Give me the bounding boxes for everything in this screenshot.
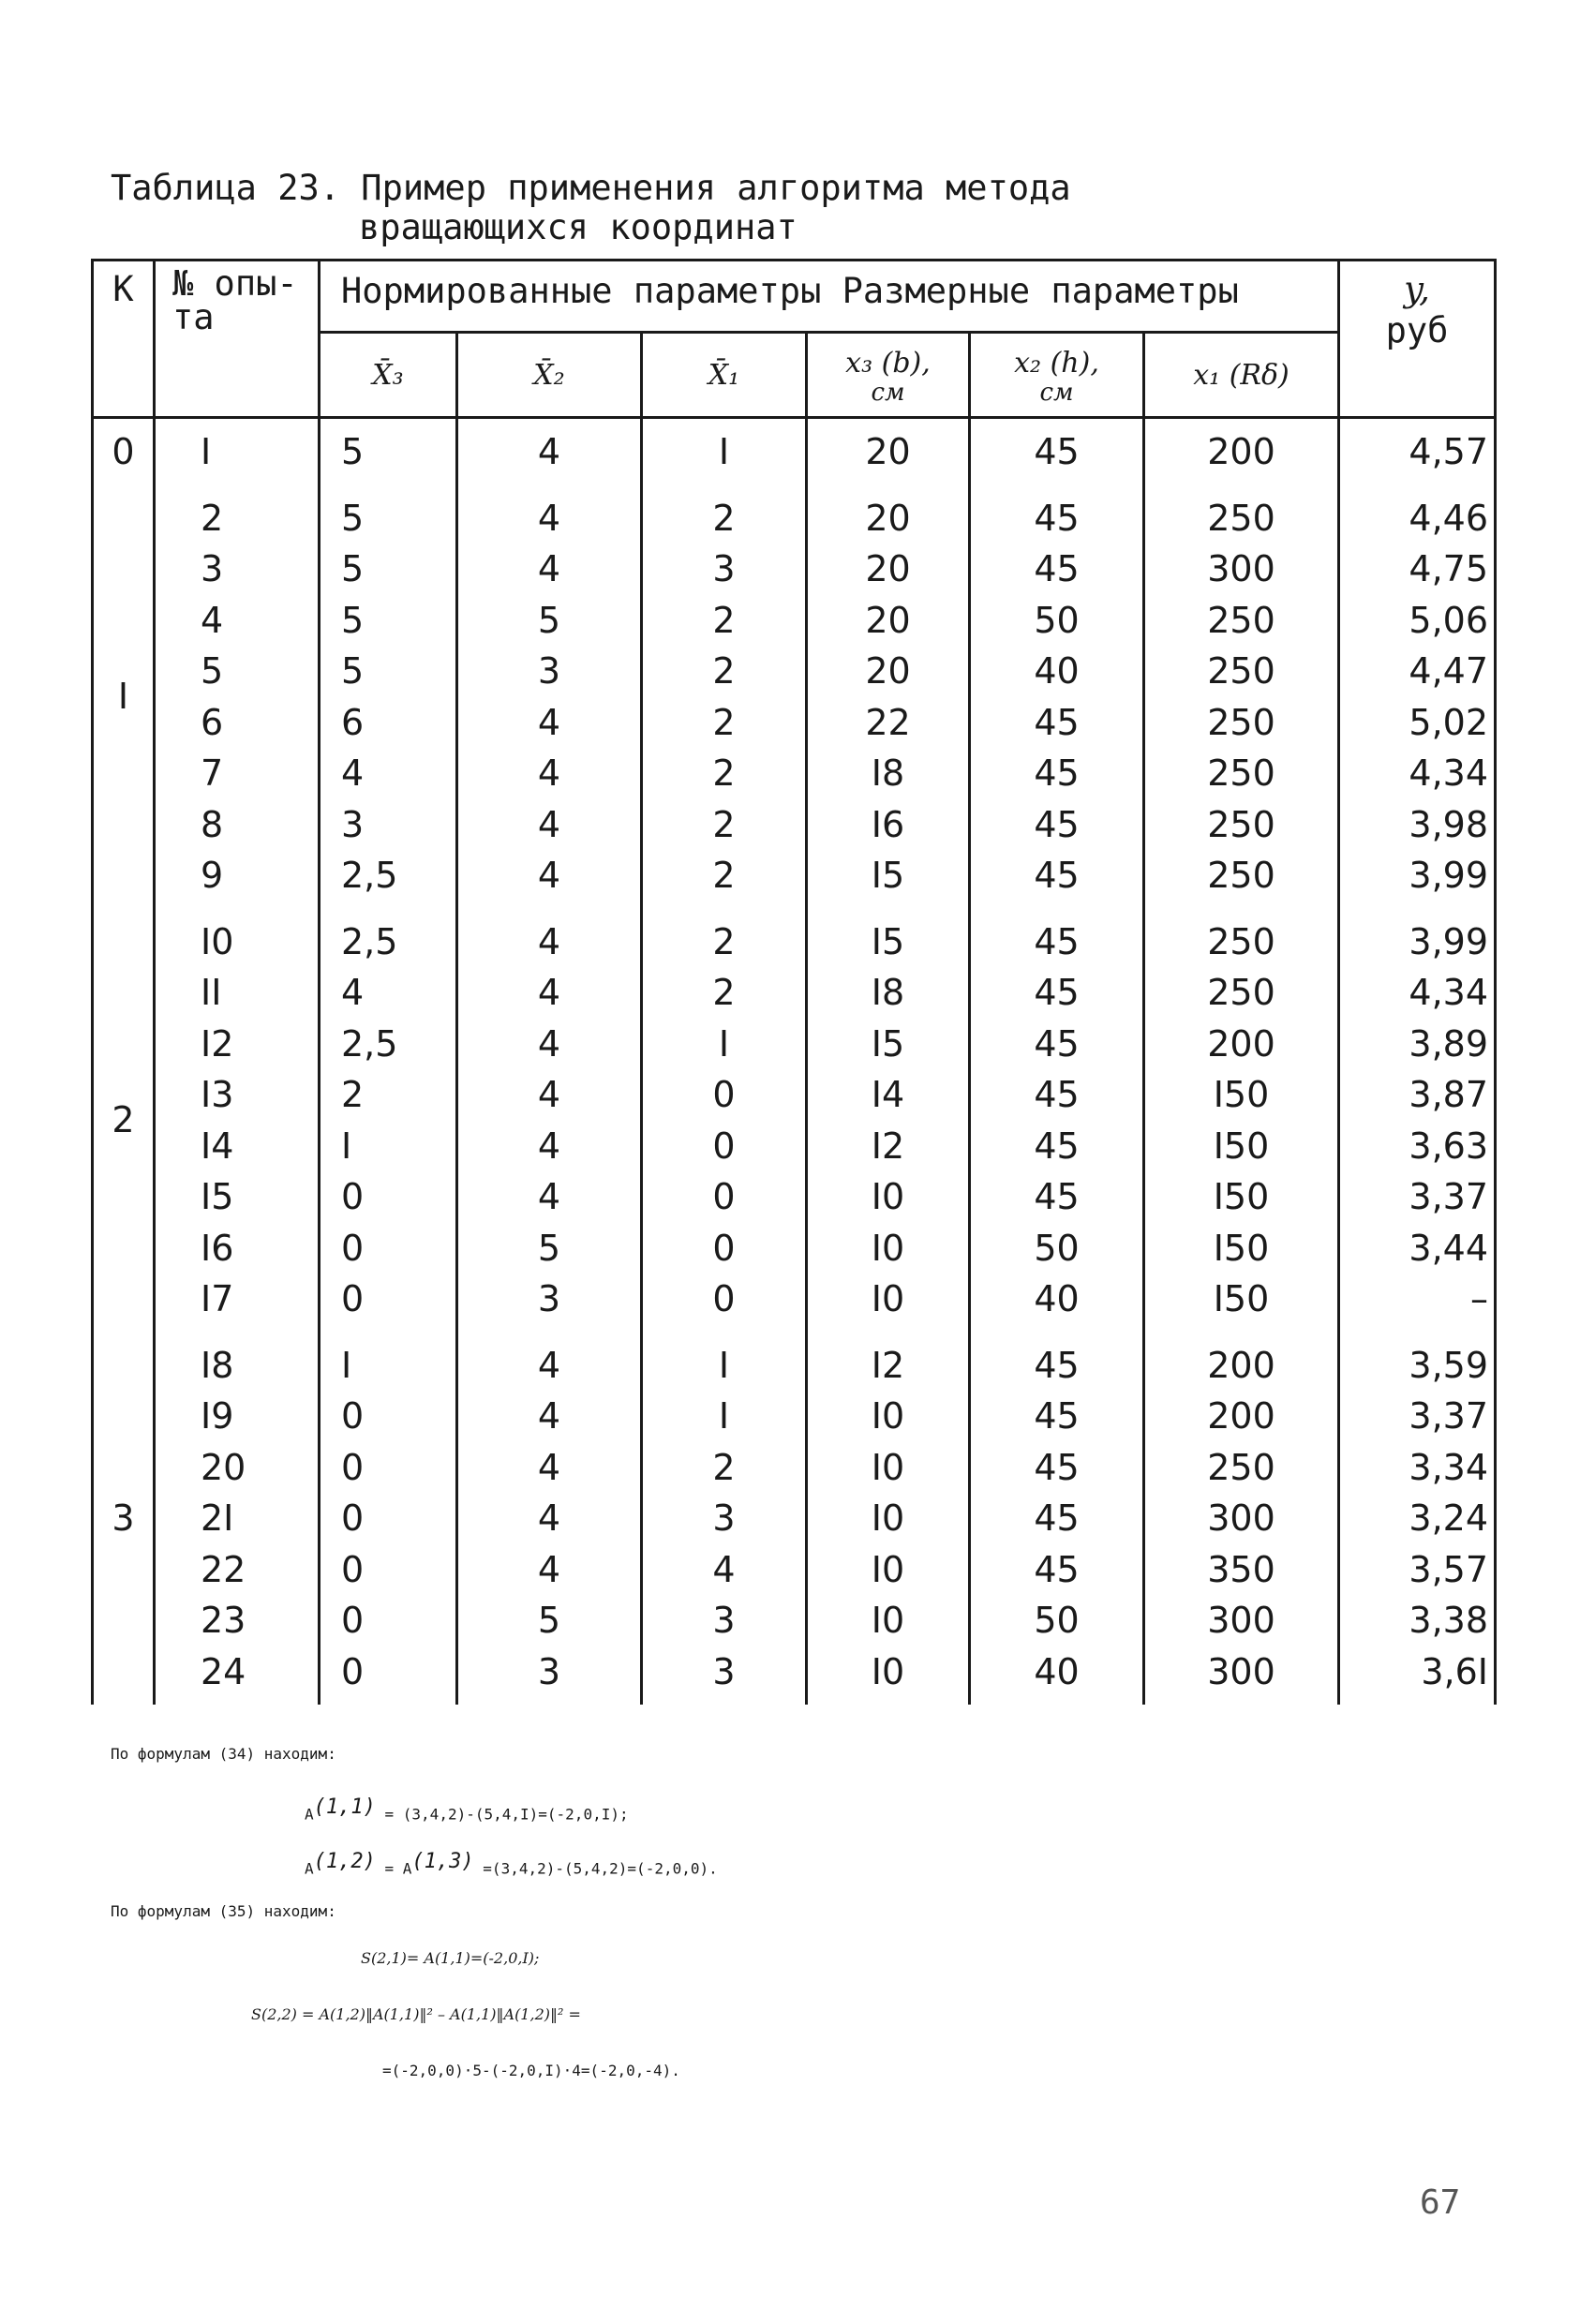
cell-x2-norm: 4 [537, 497, 561, 539]
cell-y-value: 4,57 [1409, 431, 1488, 472]
cell-experiment-no: 24 [201, 1650, 246, 1692]
cell-x2-dim: 45 [1034, 1022, 1080, 1065]
cell-y-value: 3,98 [1409, 803, 1488, 845]
cell-x1-norm: 2 [712, 1446, 736, 1488]
cell-x1-norm: 2 [712, 920, 736, 962]
cell-x1-norm: 0 [712, 1074, 736, 1115]
cell-y-value: 3,38 [1409, 1600, 1488, 1641]
column-y-value [1339, 485, 1496, 909]
cell-x2-norm: 4 [537, 548, 561, 589]
cell-x3-dim: I5 [871, 920, 905, 962]
cell-y-value: 3,63 [1409, 1125, 1488, 1167]
column-x3-norm [320, 1333, 457, 1706]
cell-x1-norm: 0 [712, 1125, 736, 1167]
header-x3-dim-unit: см [871, 378, 905, 407]
formula-1-lhs: A [305, 1805, 314, 1824]
cell-experiment-no: II [201, 972, 222, 1013]
cell-x2-dim: 45 [1034, 972, 1080, 1013]
header-x2-norm: X̄₂ [457, 333, 642, 418]
cell-x2-norm: 4 [537, 855, 561, 896]
cell-x1-norm: I [718, 1395, 730, 1437]
cell-x2-norm: 5 [537, 599, 561, 641]
formula-2-mid: = A [384, 1859, 412, 1878]
cell-x1-dim: 300 [1207, 1600, 1275, 1641]
cell-experiment-no: I8 [201, 1344, 234, 1386]
header-x3-dim-label: x₃ (b), [845, 346, 931, 380]
cell-experiment-no: 7 [201, 752, 224, 794]
cell-x1-dim: I50 [1213, 1125, 1270, 1167]
cell-x3-norm: 3 [341, 803, 365, 845]
cell-x1-norm: 2 [712, 497, 736, 539]
cell-x3-dim: I0 [871, 1600, 905, 1641]
cell-x2-dim: 40 [1034, 650, 1080, 692]
cell-y-value: 3,34 [1409, 1446, 1488, 1488]
cell-experiment-no: I5 [201, 1176, 234, 1217]
table-row [93, 418, 1496, 485]
cell-x2-dim: 45 [1034, 1344, 1080, 1386]
column-x2-dim [970, 909, 1144, 1333]
cell-x1-norm: I [718, 1344, 730, 1386]
cell-x1-dim: 200 [1207, 431, 1275, 472]
cell-x3-norm: 0 [341, 1176, 365, 1217]
column-y-value [1339, 909, 1496, 1333]
cell-x2-norm: 4 [537, 1074, 561, 1115]
table-caption [111, 169, 1071, 247]
column-x3-norm [320, 485, 457, 909]
cell-x1-dim: 250 [1207, 972, 1275, 1013]
cell-x1-dim: 250 [1207, 803, 1275, 845]
cell-x3-dim: 20 [865, 650, 911, 692]
cell-x3-norm: 5 [341, 599, 365, 641]
cell-x2-dim: 45 [1034, 1074, 1080, 1115]
group-k-cell: 2 [93, 909, 155, 1333]
cell-y-value: 4,34 [1409, 972, 1488, 1013]
cell-x1-norm: I [718, 431, 730, 472]
cell-x3-dim: I0 [871, 1650, 905, 1692]
cell-x3-dim: I0 [871, 1497, 905, 1539]
cell-y-value: 3,99 [1409, 920, 1488, 962]
cell-experiment-no: I4 [201, 1125, 234, 1167]
header-experiment-no: № опы- та [155, 261, 320, 418]
column-experiment-no [155, 418, 320, 485]
cell-x1-dim: 250 [1207, 1446, 1275, 1488]
cell-x3-norm: 0 [341, 1548, 365, 1590]
cell-x1-norm: 2 [712, 701, 736, 743]
cell-x3-norm: 0 [341, 1600, 365, 1641]
cell-experiment-no: I2 [201, 1022, 234, 1065]
cell-x1-dim: 200 [1207, 1395, 1275, 1437]
header-x3-dim [807, 333, 970, 418]
cell-x1-dim: 250 [1207, 701, 1275, 743]
cell-y-value: 5,06 [1409, 599, 1488, 641]
cell-y-value: 3,89 [1409, 1022, 1488, 1065]
cell-x1-dim: 200 [1207, 1344, 1275, 1386]
cell-x3-norm: 0 [341, 1395, 365, 1437]
cell-x3-norm: 5 [341, 548, 365, 589]
cell-x3-dim: I2 [871, 1344, 905, 1386]
column-x1-norm [642, 418, 807, 485]
column-x3-dim [807, 1333, 970, 1706]
cell-x1-norm: 2 [712, 752, 736, 794]
header-parameter-groups: Нормированные параметры Размерные параметры [320, 261, 1339, 333]
table-row [93, 1333, 1496, 1706]
cell-x1-norm: 3 [712, 1600, 736, 1641]
cell-x2-norm: 3 [537, 1278, 561, 1319]
cell-experiment-no: 2I [201, 1497, 234, 1539]
cell-x1-dim: 350 [1207, 1548, 1275, 1590]
column-x1-dim [1144, 418, 1339, 485]
cell-x2-dim: 45 [1034, 1395, 1080, 1437]
cell-x1-dim: 250 [1207, 497, 1275, 539]
cell-x1-norm: 3 [712, 1497, 736, 1539]
cell-x1-dim: 250 [1207, 855, 1275, 896]
column-x1-norm [642, 909, 807, 1333]
cell-x2-norm: 4 [537, 1125, 561, 1167]
cell-x1-norm: 2 [712, 650, 736, 692]
cell-x1-norm: 4 [712, 1548, 736, 1590]
cell-x2-norm: 4 [537, 1548, 561, 1590]
cell-experiment-no: 4 [201, 599, 224, 641]
cell-experiment-no: 2 [201, 497, 224, 539]
cell-x1-dim: 300 [1207, 548, 1275, 589]
cell-x3-dim: I8 [871, 752, 905, 794]
cell-x2-dim: 45 [1034, 803, 1080, 845]
cell-x1-norm: 3 [712, 548, 736, 589]
cell-x2-norm: 4 [537, 1497, 561, 1539]
cell-x3-dim: I0 [871, 1446, 905, 1488]
formula-1-sup: (1,1) [313, 1795, 376, 1819]
cell-experiment-no: I7 [201, 1278, 234, 1319]
results-table [91, 259, 1497, 1705]
cell-x3-dim: 20 [865, 599, 911, 641]
cell-experiment-no: I6 [201, 1227, 234, 1269]
formula-2 [305, 1850, 718, 1877]
column-x3-dim [807, 418, 970, 485]
cell-experiment-no: 8 [201, 803, 224, 845]
cell-x2-dim: 45 [1034, 431, 1080, 472]
cell-x1-dim: 200 [1207, 1022, 1275, 1065]
column-experiment-no [155, 485, 320, 909]
formula-2-sup: (1,2) [313, 1850, 376, 1873]
cell-experiment-no: 22 [201, 1548, 246, 1590]
cell-x2-dim: 45 [1034, 1125, 1080, 1167]
cell-x1-dim: 300 [1207, 1650, 1275, 1692]
header-x1-norm: X̄₁ [642, 333, 807, 418]
cell-x3-dim: 20 [865, 431, 911, 472]
cell-y-value: 3,44 [1409, 1227, 1488, 1269]
cell-x3-dim: I6 [871, 803, 905, 845]
cell-x3-norm: 2,5 [341, 1022, 398, 1065]
cell-y-value: 4,47 [1409, 650, 1488, 692]
formula-2-lhs: A [305, 1859, 314, 1878]
column-experiment-no [155, 1333, 320, 1706]
cell-x3-norm: I [341, 1344, 352, 1386]
cell-x2-norm: 5 [537, 1227, 561, 1269]
cell-x3-norm: I [341, 1125, 352, 1167]
cell-x2-dim: 45 [1034, 920, 1080, 962]
table-group [93, 1333, 1496, 1706]
cell-x3-dim: I0 [871, 1278, 905, 1319]
cell-x3-dim: 20 [865, 548, 911, 589]
cell-y-value: 3,99 [1409, 855, 1488, 896]
cell-x1-dim: 250 [1207, 599, 1275, 641]
cell-x3-norm: 5 [341, 650, 365, 692]
cell-x3-dim: I4 [871, 1074, 905, 1115]
cell-x1-dim: 250 [1207, 752, 1275, 794]
cell-x1-norm: 2 [712, 803, 736, 845]
formula-2-rhs: =(3,4,2)-(5,4,2)=(-2,0,0). [483, 1859, 718, 1878]
cell-x3-norm: 4 [341, 972, 365, 1013]
cell-x1-norm: 3 [712, 1650, 736, 1692]
cell-x3-norm: 0 [341, 1227, 365, 1269]
cell-x3-dim: I8 [871, 972, 905, 1013]
cell-x1-norm: 0 [712, 1278, 736, 1319]
cell-x3-dim: I0 [871, 1176, 905, 1217]
cell-x2-dim: 45 [1034, 1548, 1080, 1590]
table-row [93, 909, 1496, 1333]
column-y-value [1339, 1333, 1496, 1706]
column-x3-norm [320, 909, 457, 1333]
column-y-value [1339, 418, 1496, 485]
cell-x2-dim: 40 [1034, 1650, 1080, 1692]
group-k-cell: 3 [93, 1333, 155, 1706]
column-x1-dim [1144, 1333, 1339, 1706]
formula-intro-1: По формулам (34) находим: [111, 1745, 336, 1763]
cell-x1-dim: I50 [1213, 1227, 1270, 1269]
cell-x2-norm: 4 [537, 1446, 561, 1488]
cell-x2-norm: 3 [537, 1650, 561, 1692]
cell-x1-norm: 0 [712, 1227, 736, 1269]
cell-x1-dim: 250 [1207, 650, 1275, 692]
column-x3-dim [807, 909, 970, 1333]
cell-x2-dim: 45 [1034, 497, 1080, 539]
cell-x2-norm: 4 [537, 803, 561, 845]
cell-x1-dim: I50 [1213, 1278, 1270, 1319]
column-x2-norm [457, 1333, 642, 1706]
group-k-cell: I [93, 485, 155, 909]
cell-experiment-no: I9 [201, 1395, 234, 1437]
header-k: К [93, 261, 155, 418]
cell-x3-norm: 0 [341, 1650, 365, 1692]
cell-x2-dim: 45 [1034, 1176, 1080, 1217]
cell-y-value: 4,46 [1409, 497, 1488, 539]
cell-y-value: 3,37 [1409, 1176, 1488, 1217]
cell-x1-norm: 2 [712, 599, 736, 641]
cell-experiment-no: 20 [201, 1446, 246, 1488]
cell-experiment-no: 6 [201, 701, 224, 743]
cell-x3-norm: 4 [341, 752, 365, 794]
header-x2-dim-unit: см [1039, 378, 1074, 407]
cell-x2-dim: 45 [1034, 752, 1080, 794]
cell-x1-dim: 250 [1207, 920, 1275, 962]
cell-x3-norm: 0 [341, 1497, 365, 1539]
cell-x3-dim: I0 [871, 1227, 905, 1269]
cell-x2-norm: 4 [537, 1395, 561, 1437]
cell-x3-norm: 2 [341, 1074, 365, 1115]
column-x2-norm [457, 418, 642, 485]
cell-experiment-no: 9 [201, 855, 224, 896]
cell-y-value: 3,6I [1421, 1650, 1488, 1692]
cell-y-value: 3,24 [1409, 1497, 1488, 1539]
caption-line-1: Таблица 23. Пример применения алгоритма метода [111, 168, 1071, 208]
cell-x2-dim: 45 [1034, 1497, 1080, 1539]
header-x2-dim [970, 333, 1144, 418]
cell-experiment-no: 5 [201, 650, 224, 692]
cell-x2-norm: 4 [537, 1022, 561, 1065]
cell-x3-dim: I2 [871, 1125, 905, 1167]
cell-x3-norm: 5 [341, 431, 365, 472]
cell-x3-dim: I5 [871, 1022, 905, 1065]
header-x2-dim-label: x₂ (h), [1014, 346, 1099, 380]
column-x1-dim [1144, 485, 1339, 909]
cell-x2-norm: 5 [537, 1600, 561, 1641]
formula-1-rhs: = (3,4,2)-(5,4,I)=(-2,0,I); [384, 1805, 629, 1824]
column-x2-dim [970, 418, 1144, 485]
cell-x1-norm: 2 [712, 972, 736, 1013]
formula-intro-2: По формулам (35) находим: [111, 1902, 336, 1920]
cell-y-value: 5,02 [1409, 701, 1488, 743]
page-number: 67 [1420, 2183, 1461, 2222]
cell-x2-dim: 45 [1034, 855, 1080, 896]
column-x1-norm [642, 485, 807, 909]
header-x1-dim: x₁ (Rδ) [1144, 333, 1339, 418]
header-y-label: y, [1404, 269, 1430, 309]
header-y-unit: руб [1385, 310, 1449, 350]
cell-x2-norm: 4 [537, 1176, 561, 1217]
cell-x1-dim: I50 [1213, 1074, 1270, 1115]
cell-x3-dim: 22 [865, 701, 911, 743]
column-x2-dim [970, 1333, 1144, 1706]
formula-3: S(2,1)= A(1,1)=(-2,0,I); [361, 1949, 540, 1967]
column-x2-norm [457, 909, 642, 1333]
group-k-cell: 0 [93, 418, 155, 485]
cell-x3-dim: I0 [871, 1548, 905, 1590]
cell-experiment-no: 3 [201, 548, 224, 589]
column-x2-norm [457, 485, 642, 909]
cell-x1-norm: 0 [712, 1176, 736, 1217]
header-x3-norm: X̄₃ [320, 333, 457, 418]
cell-x3-norm: 2,5 [341, 920, 398, 962]
formula-4: S(2,2) = A(1,2)‖A(1,1)‖² – A(1,1)‖A(1,2)‖² = [251, 2005, 581, 2023]
cell-experiment-no: I3 [201, 1074, 234, 1115]
table-group [93, 485, 1496, 909]
cell-x2-norm: 4 [537, 1344, 561, 1386]
cell-x3-norm: 0 [341, 1446, 365, 1488]
cell-x2-dim: 45 [1034, 701, 1080, 743]
header-y [1339, 261, 1496, 418]
cell-x2-norm: 4 [537, 972, 561, 1013]
cell-x3-dim: I5 [871, 855, 905, 896]
cell-x3-norm: 0 [341, 1278, 365, 1319]
formula-1 [305, 1795, 629, 1823]
table-group [93, 909, 1496, 1333]
cell-x2-dim: 45 [1034, 1446, 1080, 1488]
column-x1-dim [1144, 909, 1339, 1333]
column-x2-dim [970, 485, 1144, 909]
cell-x3-norm: 5 [341, 497, 365, 539]
column-x1-norm [642, 1333, 807, 1706]
cell-experiment-no: 23 [201, 1600, 246, 1641]
cell-x2-dim: 40 [1034, 1278, 1080, 1319]
cell-experiment-no: I0 [201, 920, 234, 962]
column-x3-dim [807, 485, 970, 909]
cell-experiment-no: I [201, 431, 212, 472]
formula-2-sup2: (1,3) [411, 1850, 474, 1873]
cell-x1-norm: I [718, 1022, 730, 1065]
caption-line-2: вращающихся координат [359, 207, 798, 247]
cell-x1-dim: 300 [1207, 1497, 1275, 1539]
cell-x2-dim: 50 [1034, 1227, 1080, 1269]
cell-x2-norm: 4 [537, 920, 561, 962]
cell-y-value: – [1470, 1278, 1488, 1319]
cell-y-value: 3,37 [1409, 1395, 1488, 1437]
cell-y-value: 4,75 [1409, 548, 1488, 589]
cell-x3-dim: I0 [871, 1395, 905, 1437]
cell-x3-dim: 20 [865, 497, 911, 539]
cell-x2-norm: 4 [537, 752, 561, 794]
cell-y-value: 4,34 [1409, 752, 1488, 794]
cell-x1-dim: I50 [1213, 1176, 1270, 1217]
cell-y-value: 3,59 [1409, 1344, 1488, 1386]
cell-x3-norm: 2,5 [341, 855, 398, 896]
cell-x2-norm: 3 [537, 650, 561, 692]
column-x3-norm [320, 418, 457, 485]
cell-y-value: 3,57 [1409, 1548, 1488, 1590]
table-group [93, 418, 1496, 485]
cell-x2-norm: 4 [537, 431, 561, 472]
table-row [93, 485, 1496, 909]
cell-x2-dim: 50 [1034, 599, 1080, 641]
cell-y-value: 3,87 [1409, 1074, 1488, 1115]
formula-5: =(-2,0,0)·5-(-2,0,I)·4=(-2,0,-4). [382, 2062, 680, 2079]
cell-x2-norm: 4 [537, 701, 561, 743]
cell-x2-dim: 50 [1034, 1600, 1080, 1641]
cell-x1-norm: 2 [712, 855, 736, 896]
cell-x3-norm: 6 [341, 701, 365, 743]
cell-x2-dim: 45 [1034, 548, 1080, 589]
column-experiment-no [155, 909, 320, 1333]
